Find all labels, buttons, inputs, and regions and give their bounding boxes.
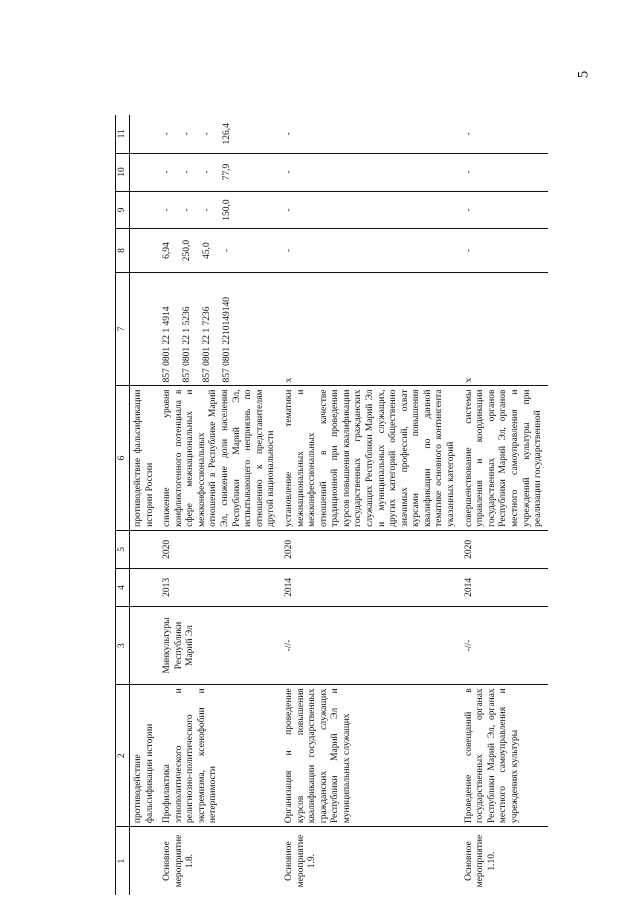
value-cell: -	[463, 248, 474, 253]
budget-code: 857 0801 22 1 5236	[182, 306, 193, 383]
col9-values	[461, 191, 548, 229]
value-cell: -	[182, 132, 193, 136]
activity-id: Основное мероприятие 1.8.	[162, 834, 196, 888]
column-header-9: 9	[116, 191, 130, 229]
expected-result: снижение уровня конфликтогенного потенциала в сфере межнациональных и межконфессиональных отношений в Республике Марий Эл, снижение доли населения Республики Марий Эл, испытывающего неприязнь по отношению к представителям другой национальности	[159, 386, 281, 530]
expected-result: установление тематики межнациональных и межконфессиональных отношений в качестве традиционной при проведении курсов повышения квалификации государственных гражданских служащих Республики Марий Эл и муниципальных служащих, других категорий общественно значимых профессий, охват курсами повышения квалификации по данной тематике основного контингента указанных категорий	[281, 386, 461, 530]
value-cell: -	[283, 208, 294, 212]
value-cell: -	[182, 170, 193, 174]
executor: -//-	[461, 606, 548, 685]
end-year: 2020	[159, 530, 281, 568]
value-cell: -	[283, 248, 294, 253]
activity-id: Основное мероприятие 1.9.	[283, 834, 318, 888]
column-header-3: 3	[116, 606, 130, 685]
col9-values	[159, 191, 281, 229]
value-cell: -	[162, 170, 173, 174]
value-cell: 6,94	[162, 242, 173, 259]
col11-values	[159, 115, 281, 153]
col10-values	[281, 153, 461, 191]
budget-code: 857 0801 22 1 4914	[162, 306, 173, 383]
value-cell: -	[182, 208, 193, 212]
rotated-table-container	[115, 115, 621, 895]
column-header-8: 8	[116, 229, 130, 272]
value-cell: 250,0	[182, 239, 193, 262]
value-cell: -	[463, 170, 474, 174]
column-header-11: 11	[116, 115, 130, 153]
col8-values	[461, 229, 548, 272]
budget-code: 857 0801 2210149140	[222, 297, 233, 383]
col11-values	[281, 115, 461, 153]
col10-values	[159, 153, 281, 191]
col8-values	[159, 229, 281, 272]
budget-codes	[461, 272, 548, 386]
budget-codes	[281, 272, 461, 386]
value-cell: -	[283, 132, 294, 136]
column-header-4: 4	[116, 568, 130, 606]
continuation-row	[130, 115, 160, 895]
col8-values	[281, 229, 461, 272]
program-table	[115, 115, 548, 895]
page-number: 5	[575, 70, 592, 79]
value-cell: -	[222, 248, 233, 253]
value-cell: 77,9	[222, 163, 233, 181]
value-cell: -	[283, 170, 294, 174]
value-cell: -	[162, 132, 173, 136]
value-cell: 150,0	[222, 199, 233, 221]
activity-id: Основное мероприятие 1.10.	[463, 834, 497, 888]
col9-values	[281, 191, 461, 229]
value-cell: -	[162, 208, 173, 212]
value-cell: -	[463, 208, 474, 212]
value-cell: 126,4	[222, 123, 233, 145]
table-row	[159, 115, 281, 895]
column-header-2: 2	[116, 685, 130, 827]
value-cell: -	[463, 132, 474, 136]
column-header-6: 6	[116, 386, 130, 530]
start-year: 2014	[461, 568, 548, 606]
start-year: 2013	[159, 568, 281, 606]
col11-values	[461, 115, 548, 153]
budget-code: x	[283, 377, 294, 383]
expected-result: совершенствование системы управления и координации государственных органов Республики Марий Эл, органов местного самоуправления и учреждений культуры при реализации государственной	[461, 386, 548, 530]
budget-code: 857 0801 22 1 7236	[202, 306, 213, 383]
column-header-7: 7	[116, 272, 130, 386]
column-header-1: 1	[116, 827, 130, 895]
cont-col2: противодействие фальсификации истории	[130, 685, 160, 827]
end-year: 2020	[461, 530, 548, 568]
table-row	[281, 115, 461, 895]
activity-name: Профилактика этнополитического и религиозно-политического экстремизма, ксенофобии и нетерпимости	[159, 685, 281, 827]
activity-name: Проведение совещаний в государственных органах Республики Марий Эл, органах местного самоуправления и учреждениях культуры	[461, 685, 548, 827]
col10-values	[461, 153, 548, 191]
column-header-10: 10	[116, 153, 130, 191]
cont-col6: противодействие фальсификации истории России	[130, 386, 160, 530]
value-cell: -	[202, 208, 213, 212]
budget-code: x	[463, 377, 474, 383]
executor: Минкультуры Республики Марий Эл	[159, 606, 281, 685]
column-header-5: 5	[116, 530, 130, 568]
start-year: 2014	[281, 568, 461, 606]
budget-codes	[159, 272, 281, 386]
value-cell: 45,0	[202, 242, 213, 259]
value-cell: -	[202, 170, 213, 174]
executor: -//-	[281, 606, 461, 685]
value-cell: -	[202, 132, 213, 136]
header-row	[116, 115, 130, 895]
end-year: 2020	[281, 530, 461, 568]
activity-name: Организация и проведение курсов повышения квалификации государственных гражданских служащих Республики Марий Эл и муниципальных служащих	[281, 685, 461, 827]
table-row	[461, 115, 548, 895]
